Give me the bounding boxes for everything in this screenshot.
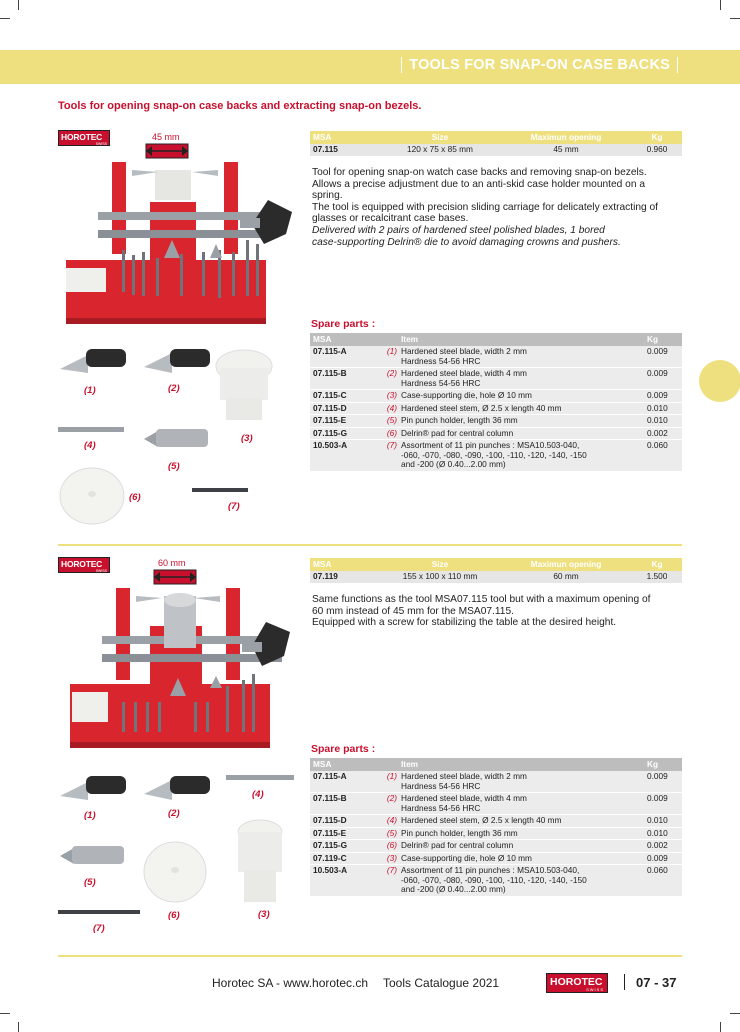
crop-mark [0,18,10,19]
table-row [310,390,682,403]
part-code: 07.115-D [310,402,382,415]
desc-line: Same functions as the tool MSA07.115 tool but with a maximum opening of [312,594,651,605]
col-msa: MSA [310,558,380,571]
spare-parts-title: Spare parts : [311,743,376,755]
product-description [312,594,684,629]
logo-text: HOROTEC [61,559,103,569]
footer-company: Horotec SA - www.horotec.ch [212,976,369,990]
part-image-die [234,818,286,906]
delrin-pad [72,692,108,722]
table-row [310,827,682,840]
left-post [112,162,126,254]
part-label-7: (7) [93,923,105,934]
opening-value: 60 mm [500,571,632,583]
part-num: (6) [382,427,398,440]
col-opening: Maximun opening [500,558,632,571]
part-image-die [214,346,274,426]
part-num: (3) [382,852,398,865]
col-size: Size [380,131,500,144]
part-item [398,440,644,472]
part-label-3: (3) [241,433,253,444]
col-kg: Kg [632,131,682,144]
part-image-stem [226,772,296,782]
part-image-delrin-pad [58,466,126,526]
col-num [382,758,398,771]
part-image-pin-punch [58,908,142,916]
table-row [310,771,682,793]
part-label-6: (6) [168,910,180,921]
crop-mark [730,1013,740,1014]
part-code: 07.115-D [310,815,382,828]
part-code: 07.115-E [310,827,382,840]
part-kg: 0.009 [644,346,682,368]
product-image-msa07115 [60,140,305,335]
part-image-blade-2mm [58,345,128,377]
part-code: 10.503-A [310,440,382,472]
desc-line-italic: case-supporting Delrin® die to avoid damaging crowns and pushers. [312,236,621,248]
part-item: Delrin® pad for central column [398,840,644,853]
crop-mark [730,18,740,19]
part-label-1: (1) [84,385,96,396]
spare-parts-table [310,333,682,472]
col-kg: Kg [644,333,682,346]
part-label-6: (6) [129,492,141,503]
spare-parts-title: Spare parts : [311,318,376,330]
part-item: Hardened steel stem, Ø 2.5 x length 40 mm [398,815,644,828]
footer-logo [546,973,608,993]
part-image-blade-4mm [142,345,212,377]
part-num: (7) [382,440,398,472]
part-kg: 0.002 [644,427,682,440]
part-item [398,793,644,815]
part-kg: 0.009 [644,390,682,403]
desc-line: 60 mm instead of 45 mm for the MSA07.115. [312,605,514,617]
footer-divider [58,955,682,957]
part-num: (4) [382,815,398,828]
part-image-delrin-pad [142,840,208,904]
part-code: 07.115-B [310,793,382,815]
part-num: (3) [382,390,398,403]
part-label-5: (5) [84,877,96,888]
desc-line-italic: Delivered with 2 pairs of hardened steel polished blades, 1 bored [312,224,605,236]
part-item [398,368,644,390]
part-num: (6) [382,840,398,853]
part-item: Case-supporting die, hole Ø 10 mm [398,390,644,403]
opening-label: 45 mm [152,132,180,142]
part-kg: 0.009 [644,368,682,390]
part-code: 07.115-C [310,390,382,403]
section-divider [58,544,682,546]
page-title: TOOLS FOR SNAP-ON CASE BACKS [401,57,678,73]
part-num: (1) [382,346,398,368]
part-item: Case-supporting die, hole Ø 10 mm [398,852,644,865]
part-code: 10.503-A [310,865,382,897]
part-num: (4) [382,402,398,415]
col-opening: Maximun opening [500,131,632,144]
page-number: 07 - 37 [636,975,677,990]
crop-mark [18,0,19,10]
part-item [398,771,644,793]
item-line: Hardened steel blade, width 2 mm [401,346,527,356]
part-code: 07.119-C [310,852,382,865]
right-post [224,162,238,254]
crop-mark [720,0,721,10]
item-line: and -200 (Ø 0.40...2.00 mm) [401,884,506,894]
logo-text: HOROTEC [61,132,103,142]
part-code: 07.115-B [310,368,382,390]
item-line: Hardened steel blade, width 4 mm [401,368,527,378]
item-line: -060, -070, -080, -090, -100, -110, -120, -140, -150 [401,449,587,460]
table-row [310,402,682,415]
item-line: Assortment of 11 pin punches : MSA10.503-040, [401,440,580,450]
item-line: Hardness 54-56 HRC [401,377,481,388]
col-msa: MSA [310,333,382,346]
table-row [310,793,682,815]
col-item: Item [398,333,644,346]
part-kg: 0.010 [644,415,682,428]
size-value: 120 x 75 x 85 mm [380,144,500,156]
table-row [310,840,682,853]
part-image-blade-2mm [58,772,128,804]
desc-line: spring. [312,190,343,202]
part-item: Pin punch holder, length 36 mm [398,415,644,428]
part-num: (1) [382,771,398,793]
right-post [226,588,240,680]
crop-mark [18,1022,19,1032]
part-num: (5) [382,827,398,840]
msa-code: 07.119 [310,571,380,583]
product-description [312,167,684,248]
col-item: Item [398,758,644,771]
part-item [398,865,644,897]
logo-sub: SWISS [95,142,107,146]
col-msa: MSA [310,758,382,771]
part-label-4: (4) [252,789,264,800]
part-num: (2) [382,793,398,815]
item-line: Hardness 54-56 HRC [401,802,481,813]
part-label-2: (2) [168,808,180,819]
product-image-msa07119 [66,566,306,756]
part-code: 07.115-G [310,840,382,853]
part-num: (5) [382,415,398,428]
part-label-1: (1) [84,810,96,821]
part-item: Delrin® pad for central column [398,427,644,440]
table-row [310,852,682,865]
opening-value: 45 mm [500,144,632,156]
crop-mark [720,1022,721,1032]
desc-line: Allows a precise adjustment due to an anti-skid case holder mounted on a [312,178,645,190]
part-item: Pin punch holder, length 36 mm [398,827,644,840]
item-line: and -200 (Ø 0.40...2.00 mm) [401,459,506,469]
part-code: 07.115-A [310,771,382,793]
part-image-pin-punch [192,486,250,494]
part-label-3: (3) [258,909,270,920]
part-label-7: (7) [228,501,240,512]
part-code: 07.115-G [310,427,382,440]
part-kg: 0.010 [644,402,682,415]
crop-mark [0,1013,10,1014]
part-image-blade-4mm [142,772,212,804]
desc-line: Equipped with a screw for stabilizing the table at the desired height. [312,617,617,629]
part-item: Hardened steel stem, Ø 2.5 x length 40 mm [398,402,644,415]
part-image-punch-holder [58,842,128,870]
table-row [310,415,682,428]
item-line: Hardened steel blade, width 4 mm [401,793,527,803]
kg-value: 0.960 [632,144,682,156]
part-kg: 0.060 [644,865,682,897]
col-size: Size [380,558,500,571]
msa-code: 07.115 [310,144,380,156]
col-msa: MSA [310,131,380,144]
part-label-5: (5) [168,461,180,472]
part-kg: 0.009 [644,852,682,865]
col-num [382,333,398,346]
col-kg: Kg [644,758,682,771]
spare-parts-table [310,758,682,897]
item-line: Assortment of 11 pin punches : MSA10.503-040, [401,865,580,875]
table-row [310,815,682,828]
left-post [116,588,130,680]
table-row [310,865,682,897]
footer-separator [624,974,625,990]
table-row [310,440,682,472]
part-code: 07.115-E [310,415,382,428]
part-image-punch-holder [142,425,212,453]
part-code: 07.115-A [310,346,382,368]
part-kg: 0.009 [644,793,682,815]
kg-value: 1.500 [632,571,682,583]
footer-catalogue: Tools Catalogue 2021 [383,976,500,990]
item-line: Hardness 54-56 HRC [401,780,481,791]
logo-text: HOROTEC [550,976,603,988]
part-kg: 0.060 [644,440,682,472]
item-line: -060, -070, -080, -090, -100, -110, -120, -140, -150 [401,874,587,885]
size-value: 155 x 100 x 110 mm [380,571,500,583]
table-row [310,427,682,440]
part-item [398,346,644,368]
section-title: Tools for opening snap-on case backs and extracting snap-on bezels. [58,100,422,112]
part-kg: 0.009 [644,771,682,793]
part-kg: 0.010 [644,827,682,840]
logo-sub: SWISS [586,987,604,992]
item-line: Hardness 54-56 HRC [401,355,481,366]
side-tab-marker [699,360,740,402]
spec-table [310,558,682,583]
col-kg: Kg [632,558,682,571]
desc-line: The tool is equipped with precision sliding carriage for delicately extracting of [312,201,658,213]
part-num: (2) [382,368,398,390]
logo-sub: SWISS [95,569,107,573]
table-row [310,346,682,368]
spec-table [310,131,682,156]
opening-label: 60 mm [158,558,186,568]
part-image-stem [58,424,126,434]
desc-line: Tool for opening snap-on watch case backs and removing snap-on bezels. [312,167,647,178]
part-kg: 0.010 [644,815,682,828]
part-label-2: (2) [168,383,180,394]
item-line: Hardened steel blade, width 2 mm [401,771,527,781]
table-row [310,368,682,390]
desc-line: glasses or recalcitrant case bases. [312,213,469,225]
part-num: (7) [382,865,398,897]
part-kg: 0.002 [644,840,682,853]
part-label-4: (4) [84,440,96,451]
